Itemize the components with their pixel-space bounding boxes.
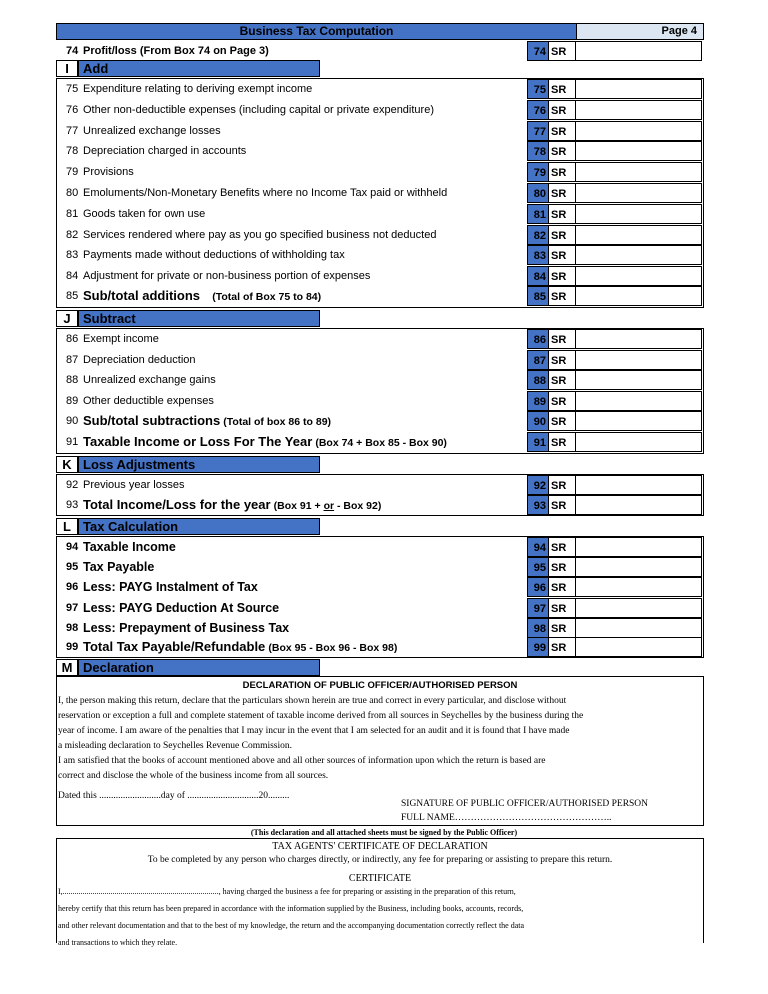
row-number: 83 (66, 249, 79, 262)
box-number: 85 (527, 286, 549, 306)
box-number: 81 (527, 204, 549, 224)
section-title-add: Add (78, 60, 320, 77)
section-title-tax-calculation: Tax Calculation (78, 518, 320, 535)
row-description: Depreciation deduction (83, 353, 196, 366)
certificate-line: hereby certify that this return has been prepared in accordance with the information supplied by the Business, including books, accounts, records, (58, 904, 524, 913)
currency-label: SR (549, 329, 576, 349)
amount-field-97[interactable] (576, 598, 702, 618)
row-description: Adjustment for private or non-business portion of expenses (83, 270, 371, 283)
box-number: 99 (527, 637, 549, 657)
row-description-note: (Total of Box 75 to 84) (212, 291, 322, 303)
row-number: 85 (66, 290, 79, 302)
currency-label: SR (549, 391, 576, 411)
currency-label: SR (549, 266, 576, 286)
box-number: 78 (527, 141, 549, 161)
currency-label: SR (549, 537, 576, 557)
page-number: Page 4 (576, 23, 704, 40)
declaration-line: correct and disclose the whole of the business income from all sources. (58, 771, 329, 781)
amount-field-88[interactable] (576, 370, 702, 390)
row-number: 97 (66, 601, 79, 614)
signature-label: SIGNATURE OF PUBLIC OFFICER/AUTHORISED PERSON (401, 799, 649, 809)
currency-label: SR (549, 286, 576, 306)
box-number: 86 (527, 329, 549, 349)
row-number: 88 (66, 374, 79, 386)
row-description: Less: PAYG Instalment of Tax (83, 580, 258, 595)
amount-field-74[interactable] (576, 41, 702, 61)
row-number: 80 (66, 187, 79, 199)
box-number: 90 (527, 411, 549, 431)
row-description (83, 495, 381, 516)
declaration-line: reservation or exception a full and complete statement of taxable income derived from all sources in Seychelles by the business during the (58, 711, 584, 721)
row-number: 93 (66, 499, 79, 511)
section-letter-j: J (56, 310, 78, 327)
row-number: 75 (66, 83, 79, 95)
declaration-line: a misleading declaration to Seychelles Revenue Commission. (58, 741, 293, 751)
section-letter-m: M (56, 659, 78, 676)
row-description-note (274, 500, 382, 512)
amount-field-81[interactable] (576, 204, 702, 224)
row-description: Profit/loss (From Box 74 on Page 3) (83, 45, 269, 57)
currency-label: SR (549, 432, 576, 452)
row-number: 96 (66, 581, 79, 594)
row-description-note: (Box 95 - Box 96 - Box 98) (268, 642, 398, 654)
declaration-title: DECLARATION OF PUBLIC OFFICER/AUTHORISED PERSON (242, 680, 518, 691)
currency-label: SR (549, 618, 576, 638)
row-description: Provisions (83, 166, 134, 179)
signing-note: (This declaration and all attached sheets must be signed by the Public Officer) (250, 828, 518, 837)
box-number: 97 (527, 598, 549, 618)
row-number: 89 (66, 394, 79, 407)
row-description-note: (Box 74 + Box 85 - Box 90) (315, 437, 447, 449)
box-number: 96 (527, 577, 549, 597)
row-number: 99 (66, 641, 79, 653)
box-number: 75 (527, 79, 549, 99)
section-letter-l: L (56, 518, 78, 535)
amount-field-89[interactable] (576, 391, 702, 411)
agent-subtitle: To be completed by any person who charges directly, or indirectly, any fee for preparing or assisting to prepare this return. (147, 855, 613, 865)
dated-field[interactable]: Dated this ..........................day of ..............................20......... (58, 791, 290, 801)
currency-label: SR (549, 141, 576, 161)
row-number: 92 (66, 479, 79, 491)
amount-field-86[interactable] (576, 329, 702, 349)
currency-label: SR (549, 598, 576, 618)
box-number: 89 (527, 391, 549, 411)
row-description: Emoluments/Non-Monetary Benefits where no Income Tax paid or withheld (83, 187, 448, 199)
box-number: 83 (527, 245, 549, 265)
row-number: 98 (66, 621, 79, 634)
currency-label: SR (549, 637, 576, 657)
form-title: Business Tax Computation (56, 23, 577, 40)
row-description: Expenditure relating to deriving exempt income (83, 83, 313, 95)
row-description (83, 411, 331, 432)
row-number: 74 (66, 45, 79, 57)
currency-label: SR (549, 121, 576, 141)
amount-field-76[interactable] (576, 100, 702, 120)
note-part-b: - Box 92) (334, 500, 382, 512)
note-or: or (323, 500, 335, 512)
amount-field-90[interactable] (576, 411, 702, 431)
certificate-line: I,.............................................................................., having charged the business a fee for preparing or assisting in the preparation of this return, (58, 887, 516, 896)
currency-label: SR (549, 557, 576, 577)
row-number: 77 (66, 124, 79, 137)
currency-label: SR (549, 79, 576, 99)
row-number: 84 (66, 270, 79, 283)
amount-field-77[interactable] (576, 121, 702, 141)
box-number: 74 (527, 41, 549, 61)
amount-field-84[interactable] (576, 266, 702, 286)
box-number: 94 (527, 537, 549, 557)
row-number: 87 (66, 353, 79, 366)
declaration-line: I am satisfied that the books of account mentioned above and all other sources of information upon which the return is based are (58, 756, 546, 766)
row-description-main: Total Income/Loss for the year (83, 497, 271, 512)
currency-label: SR (549, 162, 576, 182)
row-number: 78 (66, 145, 79, 158)
box-number: 87 (527, 350, 549, 370)
full-name-field[interactable]: FULL NAME………………………………………….. (401, 813, 612, 823)
row-number: 81 (66, 207, 79, 220)
row-description-main: Taxable Income or Loss For The Year (83, 434, 313, 449)
amount-field-95[interactable] (576, 557, 702, 577)
section-letter-i: I (56, 60, 78, 77)
declaration-line: I, the person making this return, declare that the particulars shown herein are true and correct in every particular, and disclose without (58, 696, 567, 706)
currency-label: SR (549, 475, 576, 495)
currency-label: SR (549, 350, 576, 370)
amount-field-94[interactable] (576, 537, 702, 557)
row-description: Payments made without deductions of withholding tax (83, 249, 345, 262)
box-number: 80 (527, 183, 549, 203)
row-description: Other non-deductible expenses (including capital or private expenditure) (83, 103, 434, 116)
currency-label: SR (549, 495, 576, 515)
amount-field-78[interactable] (576, 141, 702, 161)
row-description: Goods taken for own use (83, 207, 206, 220)
box-number: 79 (527, 162, 549, 182)
section-title-subtract: Subtract (78, 310, 320, 327)
amount-field-96[interactable] (576, 577, 702, 597)
row-number: 86 (66, 333, 79, 345)
amount-field-98[interactable] (576, 618, 702, 638)
row-number: 90 (66, 415, 79, 427)
certificate-heading: CERTIFICATE (348, 873, 412, 884)
section-title-declaration: Declaration (78, 659, 320, 676)
row-description: Previous year losses (83, 479, 185, 491)
row-number: 79 (66, 166, 79, 179)
amount-field-80[interactable] (576, 183, 702, 203)
amount-field-79[interactable] (576, 162, 702, 182)
amount-field-99[interactable] (576, 637, 702, 657)
amount-field-82[interactable] (576, 225, 702, 245)
row-description: Taxable Income (83, 540, 176, 554)
amount-field-93[interactable] (576, 495, 702, 515)
box-number: 88 (527, 370, 549, 390)
declaration-line: year of income. I am aware of the penalties that I may incur in the event that I am selected for an audit and it is found that I have made (58, 726, 570, 736)
row-description: Services rendered where pay as you go specified business not deducted (83, 228, 437, 241)
tax-agent-box (56, 838, 704, 947)
row-number: 91 (66, 436, 79, 448)
row-description-main: Total Tax Payable/Refundable (83, 639, 266, 654)
amount-field-85[interactable] (576, 286, 702, 306)
box-number: 91 (527, 432, 549, 452)
note-part-a: (Box 91 + (273, 500, 324, 512)
amount-field-83[interactable] (576, 245, 702, 265)
currency-label: SR (549, 411, 576, 431)
currency-label: SR (549, 577, 576, 597)
box-number: 93 (527, 495, 549, 515)
row-description: Depreciation charged in accounts (83, 145, 247, 158)
row-description: Exempt income (83, 333, 159, 345)
row-description: Less: PAYG Deduction At Source (83, 600, 280, 615)
certificate-line: and transactions to which they relate. (58, 938, 178, 947)
agent-title: TAX AGENTS' CERTIFICATE OF DECLARATION (272, 841, 488, 852)
row-description: Less: Prepayment of Business Tax (83, 620, 290, 635)
amount-field-91[interactable] (576, 432, 702, 452)
row-number: 76 (66, 103, 79, 116)
currency-label: SR (549, 370, 576, 390)
box-number: 92 (527, 475, 549, 495)
row-number: 95 (66, 561, 79, 574)
box-number: 84 (527, 266, 549, 286)
row-description: Unrealized exchange losses (83, 124, 221, 137)
box-number: 95 (527, 557, 549, 577)
row-description (83, 637, 397, 658)
currency-label: SR (549, 41, 576, 61)
row-number: 94 (66, 541, 79, 553)
row-description (83, 286, 321, 307)
certificate-line: and other relevant documentation and that to the best of my knowledge, the return and the accompanying documentation correctly reflect the data (58, 921, 525, 930)
amount-field-75[interactable] (576, 79, 702, 99)
section-letter-k: K (56, 456, 78, 473)
box-number: 98 (527, 618, 549, 638)
row-description: Other deductible expenses (83, 394, 214, 407)
amount-field-92[interactable] (576, 475, 702, 495)
row-description-main: Sub/total additions (83, 288, 200, 303)
amount-field-87[interactable] (576, 350, 702, 370)
currency-label: SR (549, 245, 576, 265)
row-description-note: (Total of box 86 to 89) (223, 416, 332, 428)
section-title-loss-adjustments: Loss Adjustments (78, 456, 320, 473)
row-description-main: Sub/total subtractions (83, 413, 221, 428)
currency-label: SR (549, 225, 576, 245)
currency-label: SR (549, 100, 576, 120)
row-description: Tax Payable (83, 560, 155, 575)
currency-label: SR (549, 204, 576, 224)
declaration-box (56, 676, 704, 826)
row-description: Unrealized exchange gains (83, 374, 216, 386)
box-number: 77 (527, 121, 549, 141)
currency-label: SR (549, 183, 576, 203)
row-description (83, 432, 447, 453)
box-number: 76 (527, 100, 549, 120)
row-number: 82 (66, 228, 79, 241)
box-number: 82 (527, 225, 549, 245)
